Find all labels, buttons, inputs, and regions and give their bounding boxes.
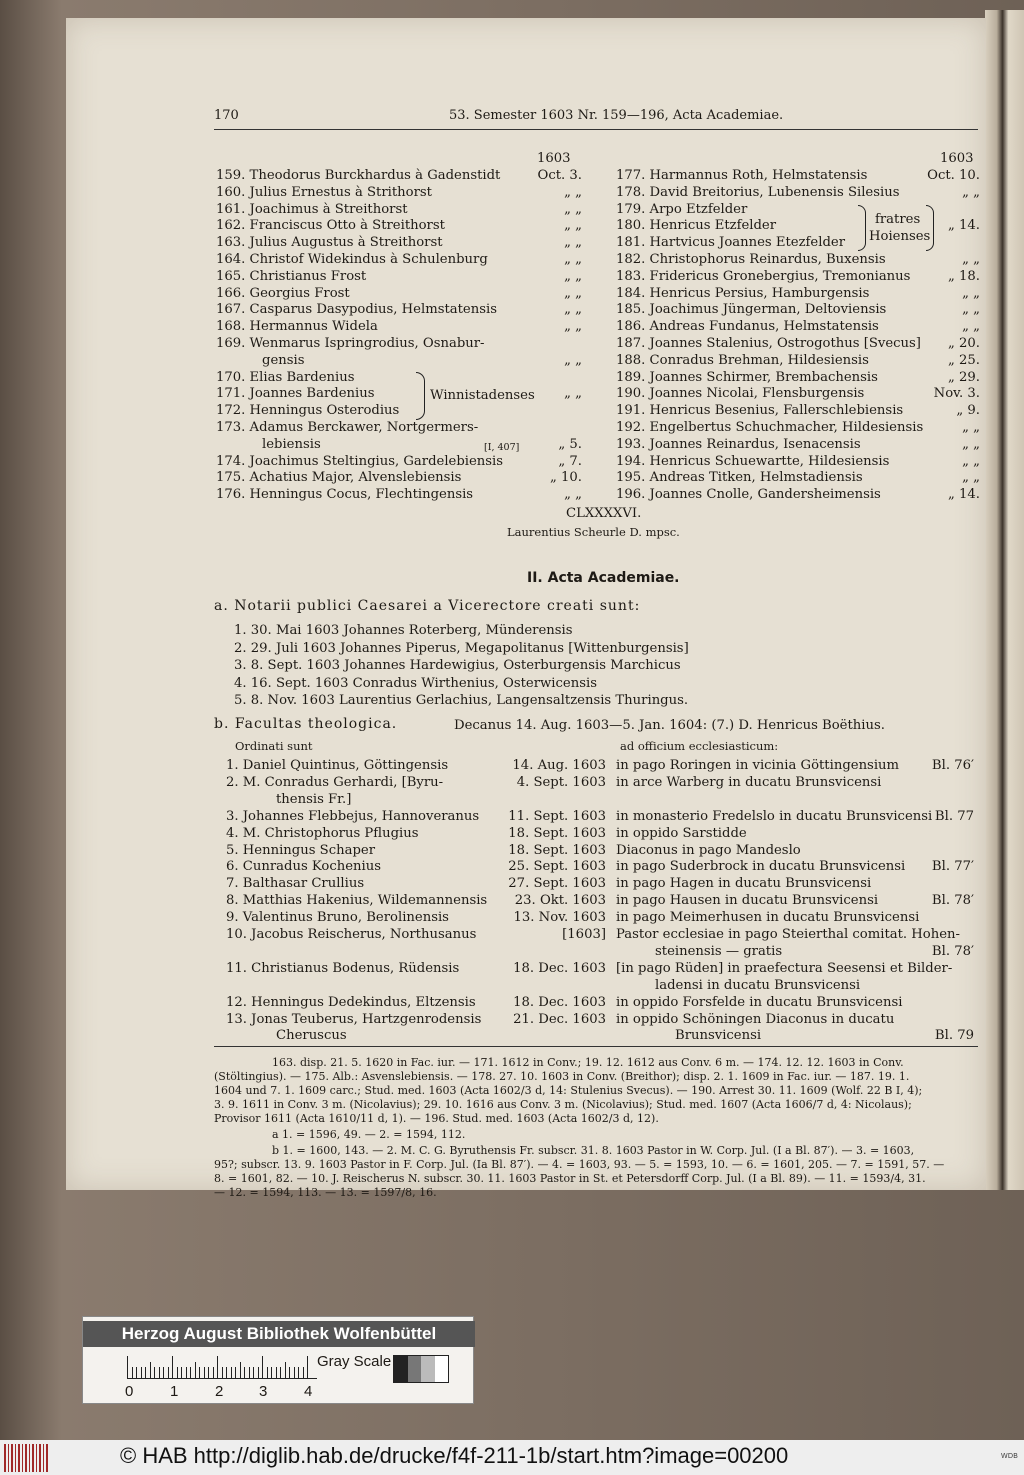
ruler-tick (208, 1367, 209, 1378)
entry-text: 170. Elias Bardenius (216, 369, 355, 385)
table-row-date: 18. Sept. 1603 (508, 842, 606, 858)
scale-num-2: 2 (215, 1383, 224, 1400)
table-row-name: 5. Henningus Schaper (226, 842, 375, 858)
table-row-place: in oppido Sarstidde (616, 825, 747, 841)
entry-text: 160. Julius Ernestus à Strithorst (216, 184, 432, 200)
table-row-date: 4. Sept. 1603 (516, 774, 606, 790)
table-row-place: ladensi in ducatu Brunsvicensi (655, 977, 861, 993)
right-year: 1603 (940, 151, 974, 166)
ruler-tick (271, 1367, 272, 1378)
table-row-place: Pastor ecclesiae in pago Steierthal comitat. Hohen- (616, 927, 960, 942)
roman-numeral: CLXXXXVI. (566, 506, 642, 521)
footnote-line: 3. 9. 1611 in Conv. 3 m. (Nicolavius); 29. 10. 1616 aus Conv. 3 m. (Nicolavius); Stud. med. 1607 (Acta 1606/7 d, 4: Nicolaus); (214, 1098, 912, 1111)
entry-date: „ „ (564, 268, 582, 284)
list-item: 3. 8. Sept. 1603 Johannes Hardewigius, Osterburgensis Marchicus (234, 658, 681, 673)
ruler-tick (276, 1367, 277, 1378)
entry-date: Nov. 3. (933, 386, 980, 402)
table-row-name: 10. Jacobus Reischerus, Northusanus (226, 927, 477, 942)
notarii-title: a. Notarii publici Caesarei a Vicerectore creati sunt: (214, 598, 641, 614)
left-year: 1603 (537, 151, 571, 166)
table-row-date: 18. Dec. 1603 (513, 994, 606, 1010)
entry-text: 159. Theodorus Burckhardus à Gadenstidt (216, 168, 501, 183)
entry-date: „ 14. (948, 218, 980, 234)
ruler-tick (177, 1367, 178, 1378)
entry-text: 194. Henricus Schuewartte, Hildesiensis (616, 453, 890, 469)
table-row-date: 11. Sept. 1603 (508, 808, 606, 824)
ruler-tick (267, 1367, 268, 1378)
entry-text: 181. Hartvicus Joannes Etezfelder (616, 235, 845, 251)
table-row-date: 18. Sept. 1603 (508, 825, 606, 841)
entry-text: 192. Engelbertus Schuchmacher, Hildesiensis (616, 420, 924, 435)
table-row-place: in pago Meimerhusen in ducatu Brunsvicensi (616, 910, 920, 926)
scale-ruler (127, 1357, 317, 1379)
table-row-folio: Bl. 78′ (931, 893, 974, 909)
ruler-tick (195, 1362, 196, 1378)
page-number: 170 (214, 108, 239, 123)
table-row-name: 12. Henningus Dedekindus, Eltzensis (226, 994, 476, 1010)
running-header (214, 106, 978, 130)
entry-text: 185. Joachimus Jüngerman, Deltoviensis (616, 302, 887, 318)
entry-text: 175. Achatius Major, Alvenslebiensis (216, 470, 462, 486)
entry-text: 196. Joannes Cnolle, Gandersheimensis (616, 487, 881, 503)
table-row-place: in pago Hausen in ducatu Brunsvicensi (616, 893, 879, 909)
ruler-tick (190, 1367, 191, 1378)
ruler-tick (132, 1367, 133, 1378)
table-row-folio: Bl. 76′ (931, 758, 974, 773)
fratres-brace-left (858, 205, 866, 251)
volume-reference: [I, 407] (484, 442, 520, 453)
entry-text: 164. Christof Widekindus à Schulenburg (216, 252, 488, 267)
table-row-place: in pago Roringen in vicinia Göttingensium (616, 758, 900, 773)
list-item: 5. 8. Nov. 1603 Laurentius Gerlachius, Langensaltzensis Thuringus. (234, 693, 689, 708)
entry-text: 178. David Breitorius, Lubenensis Silesius (616, 184, 900, 200)
table-row-place: Diaconus in pago Mandeslo (616, 842, 801, 858)
ruler-tick (217, 1356, 218, 1378)
winnistadenses-label: Winnistadenses (430, 388, 535, 403)
entry-text: 165. Christianus Frost (216, 268, 367, 284)
footnote-line: a 1. = 1596, 49. — 2. = 1594, 112. (272, 1128, 466, 1141)
entry-date: „ „ (564, 252, 582, 267)
entry-text: 190. Joannes Nicolai, Flensburgensis (616, 386, 865, 402)
ruler-tick (145, 1367, 146, 1378)
ruler-tick (181, 1367, 182, 1378)
ruler-tick (289, 1367, 290, 1378)
ordinati-label: Ordinati sunt (235, 739, 313, 753)
footnote-line: — 12. = 1594, 113. — 13. = 1597/8, 16. (214, 1186, 437, 1199)
entry-date: „ 9. (956, 403, 980, 419)
entry-text: 195. Andreas Titken, Helmstadiensis (616, 470, 863, 486)
ruler-tick (222, 1367, 223, 1378)
table-row-name: Cheruscus (276, 1028, 347, 1044)
table-row-name: 6. Cunradus Kochenius (226, 859, 382, 875)
table-row-name: 7. Balthasar Crullius (226, 876, 365, 892)
ruler-tick (303, 1367, 304, 1378)
entry-date: „ 20. (948, 336, 980, 351)
table-row-name: 4. M. Christophorus Pflugius (226, 825, 419, 841)
table-row-name: thensis Fr.] (276, 791, 352, 807)
ruler-tick (285, 1362, 286, 1378)
footnote-line: b 1. = 1600, 143. — 2. M. C. G. Byruthensis Fr. subscr. 31. 8. 1603 Pastor in W. Corp. Jul. (I a Bl. 87′). — 3. = 1603, (272, 1144, 915, 1157)
entry-text: 171. Joannes Bardenius (216, 386, 375, 402)
table-row-folio: Bl. 79 (934, 1028, 974, 1044)
ruler-tick (213, 1367, 214, 1378)
entry-text: 180. Henricus Etzfelder (616, 218, 777, 234)
entry-date: „ „ (962, 302, 980, 318)
table-row-date: 13. Nov. 1603 (513, 910, 606, 926)
ruler-tick (127, 1356, 128, 1378)
facultas-title: b. Facultas theologica. (214, 716, 398, 732)
entry-date: „ „ (564, 201, 582, 217)
gray-scale-swatch (393, 1355, 449, 1383)
ruler-tick (136, 1367, 137, 1378)
ruler-tick (235, 1367, 236, 1378)
rector-signature: Laurentius Scheurle D. mpsc. (507, 525, 680, 539)
footnote-line: 95?; subscr. 13. 9. 1603 Pastor in F. Corp. Jul. (Ia Bl. 87′). — 4. = 1603, 93. — 5. = 1593, 10. — 6. = 1601, 205. — 7. = 1591, 57. — (214, 1158, 945, 1171)
entry-date: „ „ (564, 487, 582, 503)
table-row-place: in pago Suderbrock in ducatu Brunsvicensi (616, 859, 906, 875)
table-row-date: 27. Sept. 1603 (508, 876, 606, 892)
entry-text: 172. Henningus Osterodius (216, 403, 400, 419)
ruler-tick (186, 1367, 187, 1378)
table-row-name: 11. Christianus Bodenus, Rüdensis (226, 960, 460, 976)
ruler-tick (240, 1362, 241, 1378)
entry-text: 179. Arpo Etzfelder (616, 201, 748, 217)
table-row-date: 21. Dec. 1603 (513, 1011, 606, 1027)
entry-date: „ „ (564, 302, 582, 318)
ruler-tick (307, 1356, 308, 1378)
entry-date: „ „ (564, 235, 582, 251)
ruler-tick (154, 1367, 155, 1378)
entry-date: „ „ (564, 218, 582, 234)
entry-date: „ 29. (948, 369, 980, 385)
table-row-name: 9. Valentinus Bruno, Berolinensis (226, 910, 449, 926)
entry-date: „ „ (564, 285, 582, 301)
entry-date: „ „ (962, 470, 980, 486)
table-row-place: in oppido Forsfelde in ducatu Brunsvicensi (616, 994, 903, 1010)
table-row-name: 3. Johannes Flebbejus, Hannoveranus (226, 808, 480, 824)
table-row-name: 13. Jonas Teuberus, Hartzgenrodensis (226, 1011, 482, 1027)
officium-label: ad officium ecclesiasticum: (620, 739, 779, 753)
ruler-tick (253, 1367, 254, 1378)
ruler-tick (141, 1367, 142, 1378)
entry-text: 176. Henningus Cocus, Flechtingensis (216, 487, 474, 503)
entry-date: Oct. 10. (927, 168, 980, 183)
hoienses-label: Hoienses (869, 229, 931, 244)
list-item: 4. 16. Sept. 1603 Conradus Wirthenius, Osterwicensis (234, 675, 597, 691)
entry-text: gensis (262, 352, 305, 368)
footer-mini-label: WDB (1000, 1452, 1018, 1460)
entry-date: „ 10. (550, 470, 582, 486)
ruler-tick (172, 1356, 173, 1378)
ruler-tick (244, 1367, 245, 1378)
entry-date: „ „ (962, 184, 980, 200)
entry-text: 193. Joannes Reinardus, Isenacensis (616, 436, 861, 452)
entry-text: 174. Joachimus Steltingius, Gardelebiensis (216, 453, 504, 469)
table-row-folio: Bl. 78′ (931, 943, 974, 959)
ruler-tick (294, 1367, 295, 1378)
facultas-decanus: Decanus 14. Aug. 1603—5. Jan. 1604: (7.) D. Henricus Boëthius. (454, 718, 885, 733)
ruler-tick (262, 1356, 263, 1378)
ruler-tick (280, 1367, 281, 1378)
ruler-tick (226, 1367, 227, 1378)
entry-date: „ „ (962, 420, 980, 435)
entry-text: 189. Joannes Schirmer, Brembachensis (616, 369, 878, 385)
gray-scale-label: Gray Scale (317, 1353, 392, 1370)
entry-date: „ 5. (558, 436, 582, 452)
entry-date: „ 7. (558, 453, 582, 469)
list-item: 2. 29. Juli 1603 Johannes Piperus, Megapolitanus [Wittenburgensis] (234, 640, 689, 656)
table-row-date: 23. Okt. 1603 (514, 893, 606, 909)
footer-bar (0, 1440, 1024, 1475)
table-row-name: 2. M. Conradus Gerhardi, [Byru- (226, 774, 444, 790)
footnote-line: 8. = 1601, 82. — 10. J. Reischerus N. subscr. 30. 11. 1603 Pastor in St. et Petersdorff Corp. Jul. (I a Bl. 89). — 11. = 1593/4, 31. (214, 1172, 926, 1185)
table-row-date: [1603] (562, 927, 606, 942)
footnote-separator (214, 1046, 978, 1047)
scale-num-4: 4 (304, 1383, 313, 1400)
footnote-line: 163. disp. 21. 5. 1620 in Fac. iur. — 171. 1612 in Conv.; 19. 12. 1612 aus Conv. 6 m. — 174. 12. 12. 1603 in Conv. (272, 1056, 904, 1069)
entry-text: lebiensis (262, 436, 321, 452)
entry-text: 186. Andreas Fundanus, Helmstatensis (616, 319, 879, 335)
entry-date: „ „ (962, 453, 980, 469)
entry-date: „ „ (564, 386, 582, 402)
entry-text: 163. Julius Augustus à Streithorst (216, 235, 443, 251)
ruler-tick (249, 1367, 250, 1378)
table-row-date: 25. Sept. 1603 (508, 859, 606, 875)
list-item: 1. 30. Mai 1603 Johannes Roterberg, Münderensis (234, 623, 573, 638)
table-row-place: in monasterio Fredelslo in ducatu Brunsvicensi (616, 808, 933, 824)
entry-text: 169. Wenmarus Ispringrodius, Osnabur- (216, 336, 485, 351)
running-title: 53. Semester 1603 Nr. 159—196, Acta Academiae. (449, 108, 784, 123)
entry-date: „ „ (962, 436, 980, 452)
entry-date: „ 18. (948, 268, 980, 284)
entry-text: 162. Franciscus Otto à Streithorst (216, 218, 445, 234)
entry-date: „ 25. (948, 352, 980, 368)
table-row-date: 14. Aug. 1603 (512, 758, 606, 773)
ruler-tick (204, 1367, 205, 1378)
section-title: II. Acta Academiae. (527, 570, 680, 586)
footer-credit-link[interactable]: © HAB http://diglib.hab.de/drucke/f4f-211-1b/start.htm?image=00200 (120, 1443, 789, 1468)
entry-date: „ „ (564, 319, 582, 335)
entry-text: 191. Henricus Besenius, Fallerschlebiensis (616, 403, 904, 419)
table-row-date: 18. Dec. 1603 (513, 960, 606, 976)
table-row-place: in arce Warberg in ducatu Brunsvicensi (616, 774, 882, 790)
fratres-label: fratres (875, 212, 921, 227)
table-row-name: 8. Matthias Hakenius, Wildemannensis (226, 893, 488, 909)
entry-text: 168. Hermannus Widela (216, 319, 378, 335)
entry-date: „ 14. (948, 487, 980, 503)
entry-text: 184. Henricus Persius, Hamburgensis (616, 285, 870, 301)
entry-date: „ „ (962, 252, 980, 267)
fratres-brace-right (926, 205, 934, 251)
table-row-folio: Bl. 77 (934, 808, 974, 824)
entry-text: 166. Georgius Frost (216, 285, 350, 301)
table-row-place: [in pago Rüden] in praefectura Seesensi et Bilder- (616, 960, 953, 976)
library-name: Herzog August Bibliothek Wolfenbüttel (83, 1321, 475, 1347)
table-row-place: Brunsvicensi (675, 1028, 762, 1044)
ruler-tick (231, 1367, 232, 1378)
barcode-icon (4, 1444, 48, 1472)
adjacent-page-edge (985, 10, 1024, 1190)
footnote-line: Provisor 1611 (Acta 1610/11 d, 1). — 196. Stud. med. 1603 (Acta 1602/3 d, 12). (214, 1112, 659, 1125)
ruler-tick (150, 1362, 151, 1378)
scale-num-1: 1 (170, 1383, 179, 1400)
table-row-name: 1. Daniel Quintinus, Göttingensis (226, 758, 449, 773)
entry-text: 183. Fridericus Gronebergius, Tremonianus (616, 268, 911, 284)
entry-date: Oct. 3. (537, 168, 582, 183)
entry-date: „ „ (962, 285, 980, 301)
scale-num-3: 3 (259, 1383, 268, 1400)
scale-num-0: 0 (125, 1383, 134, 1400)
ruler-tick (258, 1367, 259, 1378)
entry-date: „ „ (564, 184, 582, 200)
table-row-place: in pago Hagen in ducatu Brunsvicensi (616, 876, 872, 892)
entry-text: 188. Conradus Brehman, Hildesiensis (616, 352, 869, 368)
footnote-line: 1604 und 7. 1. 1609 carc.; Stud. med. 1603 (Acta 1602/3 d, 14: Stulenius Svecus). — 190. Arrest 30. 11. 1609 (Wolf. 22 B I, 4); (214, 1084, 923, 1097)
entry-text: 177. Harmannus Roth, Helmstatensis (616, 168, 868, 183)
ruler-tick (159, 1367, 160, 1378)
entry-text: 173. Adamus Berckawer, Nortgermers- (216, 420, 479, 435)
entry-text: 182. Christophorus Reinardus, Buxensis (616, 252, 886, 267)
ruler-tick (199, 1367, 200, 1378)
ruler-tick (298, 1367, 299, 1378)
ruler-tick (163, 1367, 164, 1378)
table-row-place: steinensis — gratis (655, 943, 783, 959)
entry-text: 167. Casparus Dasypodius, Helmstatensis (216, 302, 497, 318)
table-row-place: in oppido Schöningen Diaconus in ducatu (616, 1011, 895, 1027)
table-row-folio: Bl. 77′ (931, 859, 974, 875)
library-color-card (82, 1316, 474, 1404)
entry-text: 187. Joannes Stalenius, Ostrogothus [Svecus] (616, 336, 921, 351)
entry-date: „ „ (564, 352, 582, 368)
entry-text: 161. Joachimus à Streithorst (216, 201, 408, 217)
entry-date: „ „ (962, 319, 980, 335)
ruler-tick (168, 1367, 169, 1378)
footnote-line: (Stöltingius). — 175. Alb.: Asvenslebiensis. — 178. 27. 10. 1603 in Conv. (Breithor); disp. 2. 1. 1609 in Fac. iur. — 187. 19. 1. (214, 1070, 910, 1083)
winnistadenses-brace (416, 372, 425, 420)
